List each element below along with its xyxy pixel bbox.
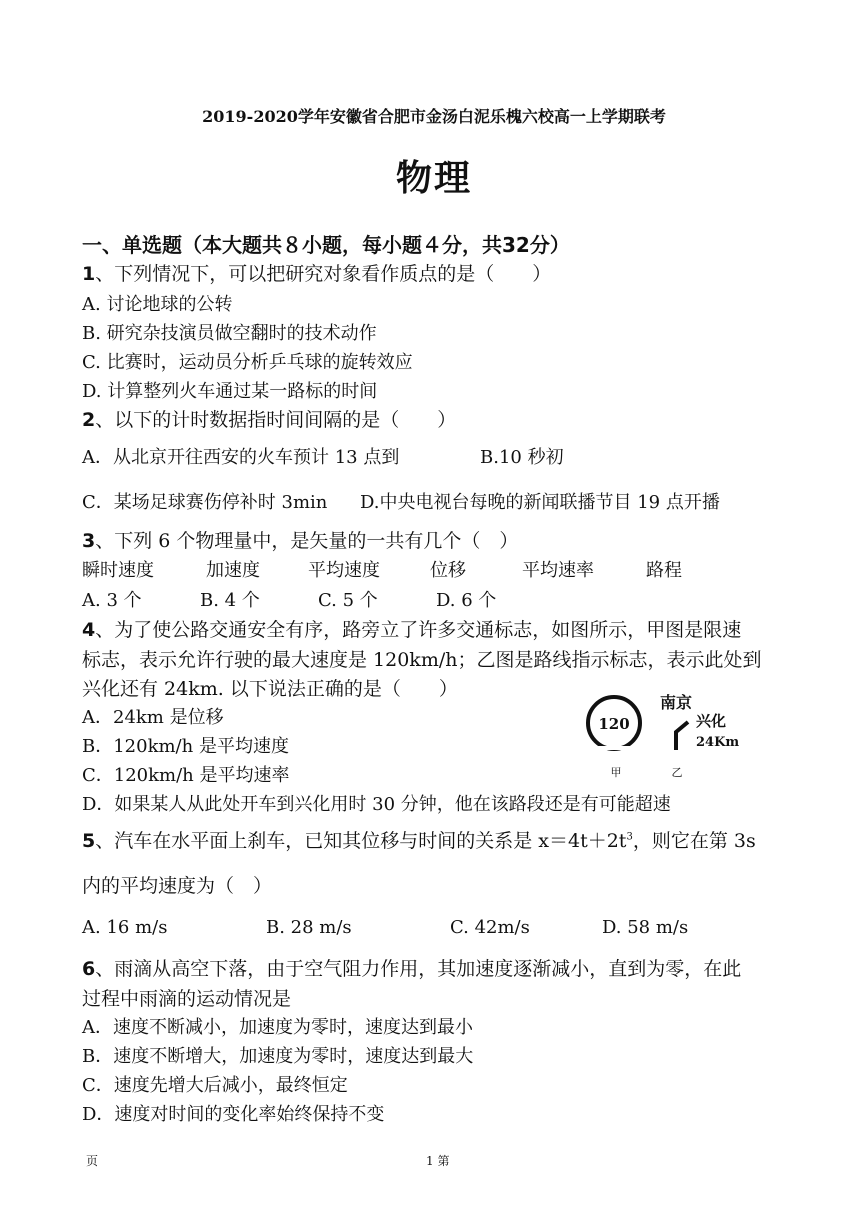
q6-stem-line1 (82, 954, 741, 981)
q3-option-a: A. 3 个 (82, 590, 142, 611)
q2-option-a: A．从北京开往西安的火车预计 13 点到 (82, 447, 400, 468)
q3-stem (82, 526, 518, 553)
q4-option-a: A．24km 是位移 (82, 707, 224, 728)
q2-option-b: B.10 秒初 (480, 447, 564, 468)
q4-option-d: D．如果某人从此处开车到兴化用时 30 分钟，他在该路段还是有可能超速 (82, 794, 671, 815)
q3-quantity: 路程 (646, 560, 682, 581)
q4-number: 4 (82, 619, 96, 641)
q3-quantity: 瞬时速度 (82, 560, 154, 581)
figure-label-yi: 乙 (671, 766, 683, 779)
q1-option-c: C. 比赛时，运动员分析乒乓球的旋转效应 (82, 352, 413, 373)
q1-number: 1 (82, 263, 96, 285)
q1-option-b: B. 研究杂技演员做空翻时的技术动作 (82, 323, 377, 344)
q5-stem-line1 (82, 826, 756, 853)
figure-label-jia: 甲 (610, 766, 622, 779)
exam-subtitle: 2019-2020学年安徽省合肥市金汤白泥乐槐六校高一上学期联考 (202, 107, 666, 126)
sign-city-branch: 兴化 (696, 712, 727, 730)
q1-option-a: A. 讨论地球的公转 (82, 294, 233, 315)
sign-distance: 24Km (696, 735, 740, 750)
q6-number: 6 (82, 958, 96, 980)
q5-option-a: A. 16 m/s (82, 917, 168, 938)
footer-page-number: 1 第 (426, 1154, 450, 1168)
q4-stem-line3: 兴化还有 24km. 以下说法正确的是（ ） (82, 678, 458, 700)
exam-title: 物理 (395, 157, 472, 199)
q6-stem-line2: 过程中雨滴的运动情况是 (82, 988, 292, 1010)
q5-option-c: C. 42m/s (450, 917, 530, 938)
q1-stem-text: 、下列情况下，可以把研究对象看作质点的是（ ） (95, 263, 552, 285)
q5-number: 5 (82, 830, 96, 852)
q5-option-b: B. 28 m/s (266, 917, 352, 938)
q5-exponent: 3 (626, 831, 633, 843)
q3-number: 3 (82, 530, 96, 552)
speed-limit-value: 120 (598, 715, 630, 733)
traffic-signs-figure (580, 688, 770, 784)
q2-option-c: C．某场足球赛伤停补时 3min (82, 492, 328, 513)
q2-number: 2 (82, 409, 96, 431)
q3-option-b: B. 4 个 (200, 590, 260, 611)
q3-quantity: 平均速率 (522, 560, 594, 581)
q4-stem-line1 (82, 615, 741, 642)
q3-quantity: 平均速度 (308, 560, 380, 581)
q5-line1-post: ，则它在第 3s (632, 830, 756, 852)
q3-quantity: 加速度 (206, 560, 260, 581)
q2-option-d: D.中央电视台每晚的新闻联播节目 19 点开播 (360, 492, 720, 513)
q4-stem-line2: 标志，表示允许行驶的最大速度是 120km/h；乙图是路线指示标志，表示此处到 (82, 649, 762, 671)
q5-line1-pre: 、汽车在水平面上刹车，已知其位移与时间的关系是 x＝4t＋2t (95, 830, 627, 852)
q5-stem-line2: 内的平均速度为（ ） (82, 875, 273, 897)
q3-quantity: 位移 (430, 560, 466, 581)
q1-option-d: D. 计算整列火车通过某一路标的时间 (82, 381, 378, 402)
q6-option-b: B．速度不断增大，加速度为零时，速度达到最大 (82, 1046, 474, 1067)
sign-city-top: 南京 (660, 693, 693, 712)
q6-line1-text: 、雨滴从高空下落，由于空气阻力作用，其加速度逐渐减小，直到为零，在此 (95, 958, 742, 980)
q3-option-c: C. 5 个 (318, 590, 378, 611)
footer-left: 页 (86, 1154, 99, 1168)
q1-stem (82, 259, 551, 286)
q6-option-a: A．速度不断减小，加速度为零时，速度达到最小 (82, 1017, 473, 1038)
q4-option-b: B．120km/h 是平均速度 (82, 736, 289, 757)
q3-stem-text: 、下列 6 个物理量中，是矢量的一共有几个（ ） (95, 530, 519, 552)
q4-option-c: C．120km/h 是平均速率 (82, 765, 290, 786)
q4-line1-text: 、为了使公路交通安全有序，路旁立了许多交通标志，如图所示，甲图是限速 (95, 619, 742, 641)
q5-option-d: D. 58 m/s (602, 917, 689, 938)
q2-stem-text: 、以下的计时数据指时间间隔的是（ ） (95, 409, 457, 431)
q3-option-d: D. 6 个 (436, 590, 497, 611)
section-heading: 一、单选题（本大题共８小题，每小题４分，共32分） (82, 233, 570, 257)
q6-option-c: C．速度先增大后减小，最终恒定 (82, 1075, 348, 1096)
q6-option-d: D．速度对时间的变化率始终保持不变 (82, 1104, 385, 1125)
q2-stem (82, 405, 456, 432)
route-indicator-icon (676, 722, 688, 750)
